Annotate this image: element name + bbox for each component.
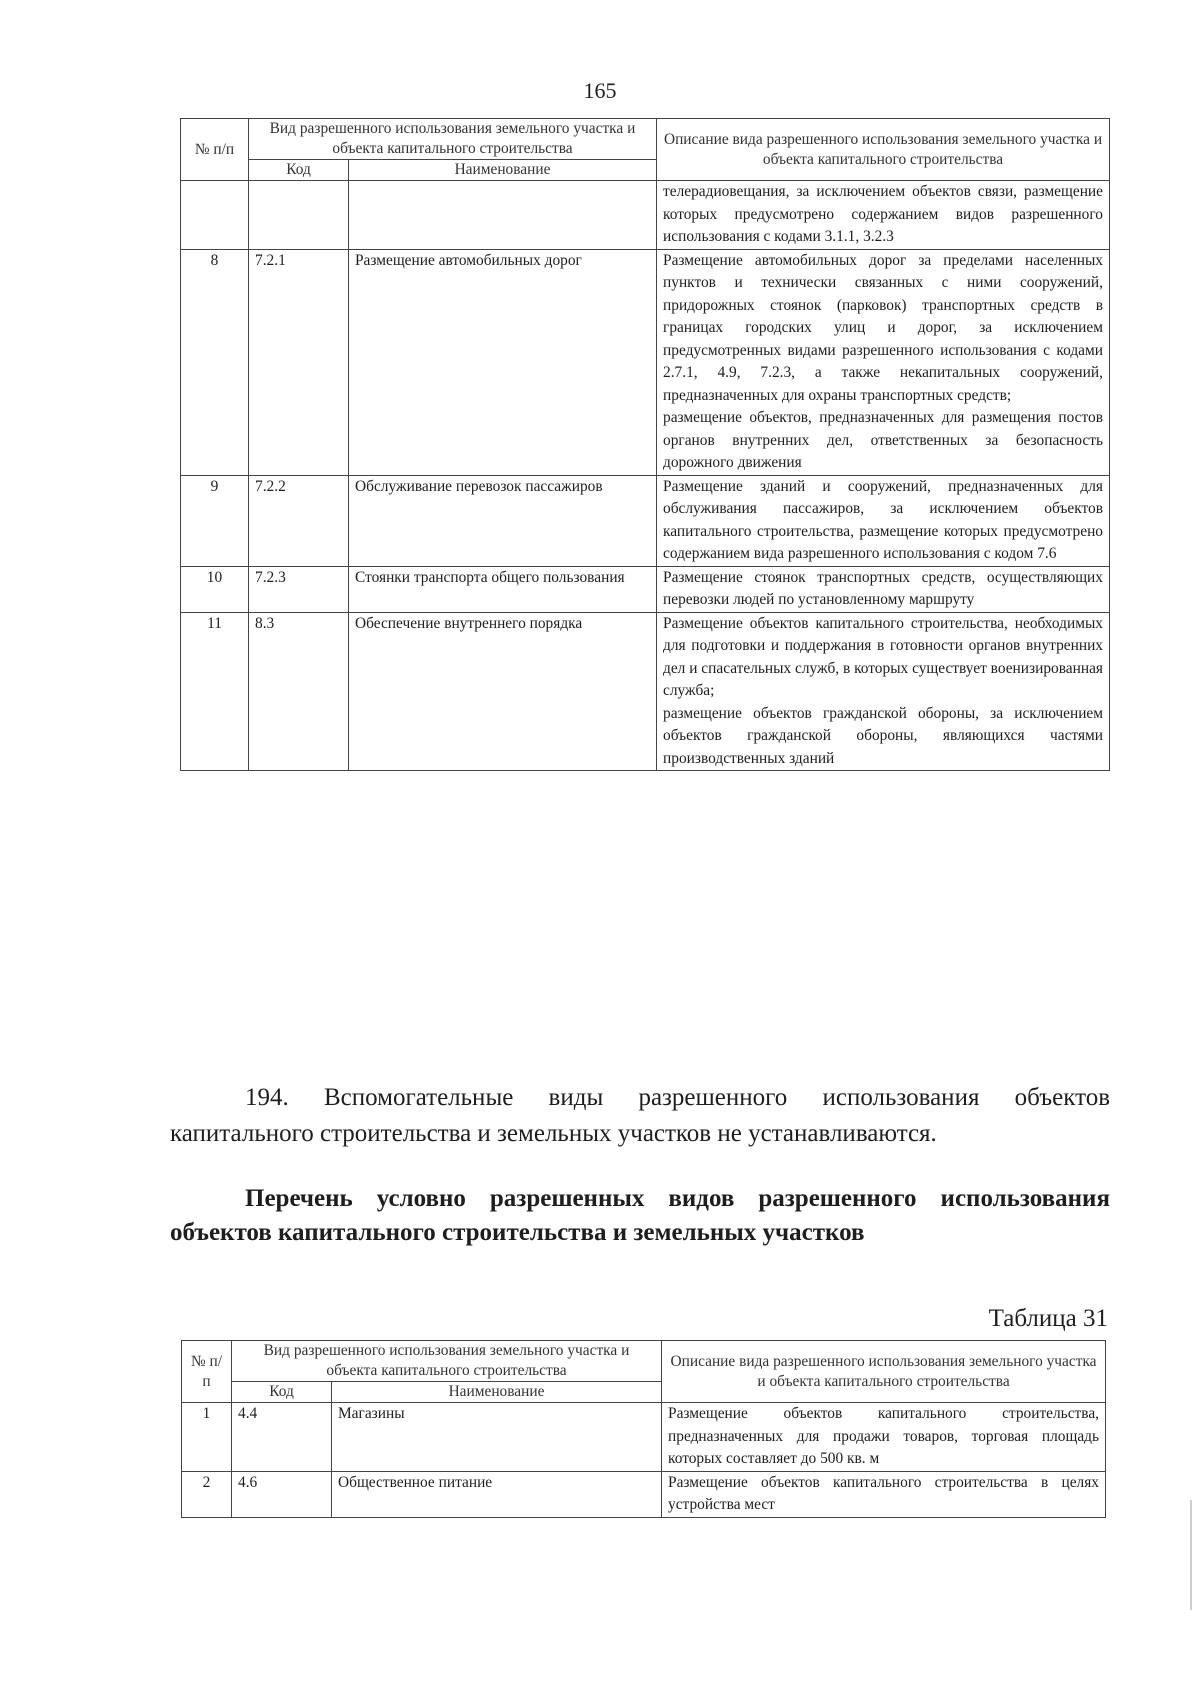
header-num: № п/п bbox=[182, 1341, 232, 1403]
header-name: Наименование bbox=[349, 160, 657, 181]
page-number: 165 bbox=[583, 78, 617, 103]
table-header-row bbox=[182, 1341, 1106, 1382]
row-desc: Размещение объектов капитального строительства, необходимых для подготовки и поддержания в готовности органов внутренних дел и спасательных служб, в которых существует военизированная служба; размещение объектов гражданской обороны, за исключением объектов гражданской обороны, являющихся частями производственных зданий bbox=[657, 612, 1110, 771]
table-row bbox=[182, 1471, 1106, 1517]
row-code bbox=[249, 181, 349, 250]
row-name: Обслуживание перевозок пассажиров bbox=[349, 475, 657, 566]
row-name: Общественное питание bbox=[332, 1471, 662, 1517]
land-use-table bbox=[180, 118, 1110, 771]
table-header-row bbox=[181, 119, 1110, 160]
conditional-use-table bbox=[181, 1340, 1106, 1518]
row-num: 1 bbox=[182, 1403, 232, 1472]
header-name: Наименование bbox=[332, 1382, 662, 1403]
header-code: Код bbox=[249, 160, 349, 181]
row-code: 7.2.3 bbox=[249, 566, 349, 612]
header-num: № п/п bbox=[181, 119, 249, 181]
row-code: 4.6 bbox=[232, 1471, 332, 1517]
header-vid: Вид разрешенного использования земельного участка и объекта капитального строительства bbox=[249, 119, 657, 160]
row-num: 2 bbox=[182, 1471, 232, 1517]
header-desc: Описание вида разрешенного использования земельного участка и объекта капитального строительства bbox=[657, 119, 1110, 181]
section-heading: Перечень условно разрешенных видов разрешенного использования объектов капитального строительства и земельных участков bbox=[170, 1185, 1110, 1246]
row-desc: Размещение объектов капитального строительства в целях устройства мест bbox=[662, 1471, 1106, 1517]
row-name: Обеспечение внутреннего порядка bbox=[349, 612, 657, 771]
row-name: Размещение автомобильных дорог bbox=[349, 249, 657, 475]
row-num: 8 bbox=[181, 249, 249, 475]
table-row bbox=[181, 181, 1110, 250]
row-desc: Размещение автомобильных дорог за пределами населенных пунктов и технически связанных с ними сооружений, придорожных стоянок (парковок) транспортных средств в границах городских улиц и дорог, за исключением предусмотренных видами разрешенного использования с кодами 2.7.1, 4.9, 7.2.3, а также некапитальных сооружений, предназначенных для охраны транспортных средств; размещение объектов, предназначенных для размещения постов органов внутренних дел, ответственных за безопасность дорожного движения bbox=[657, 249, 1110, 475]
row-num: 9 bbox=[181, 475, 249, 566]
table-row bbox=[181, 475, 1110, 566]
row-num bbox=[181, 181, 249, 250]
row-desc: Размещение зданий и сооружений, предназначенных для обслуживания пассажиров, за исключением объектов капитального строительства, размещение которых предусмотрено содержанием вида разрешенного использования с кодом 7.6 bbox=[657, 475, 1110, 566]
row-name: Стоянки транспорта общего пользования bbox=[349, 566, 657, 612]
row-code: 8.3 bbox=[249, 612, 349, 771]
row-desc: телерадиовещания, за исключением объектов связи, размещение которых предусмотрено содержанием видов разрешенного использования с кодами 3.1.1, 3.2.3 bbox=[657, 181, 1110, 250]
row-num: 10 bbox=[181, 566, 249, 612]
row-name: Магазины bbox=[332, 1403, 662, 1472]
row-code: 7.2.1 bbox=[249, 249, 349, 475]
paragraph-194: 194. Вспомогательные виды разрешенного использования объектов капитального строительства и земельных участков не устанавливаются. bbox=[170, 1084, 1110, 1147]
table-row bbox=[182, 1403, 1106, 1472]
table-caption: Таблица 31 bbox=[988, 1305, 1108, 1332]
row-name bbox=[349, 181, 657, 250]
table-row bbox=[181, 612, 1110, 771]
row-code: 4.4 bbox=[232, 1403, 332, 1472]
header-desc: Описание вида разрешенного использования земельного участка и объекта капитального строительства bbox=[662, 1341, 1106, 1403]
table-row bbox=[181, 249, 1110, 475]
table-row bbox=[181, 566, 1110, 612]
row-desc: Размещение объектов капитального строительства, предназначенных для продажи товаров, торговая площадь которых составляет до 500 кв. м bbox=[662, 1403, 1106, 1472]
header-vid: Вид разрешенного использования земельного участка и объекта капитального строительства bbox=[232, 1341, 662, 1382]
row-code: 7.2.2 bbox=[249, 475, 349, 566]
scan-edge-mark bbox=[1190, 1500, 1192, 1610]
row-desc: Размещение стоянок транспортных средств, осуществляющих перевозки людей по установленному маршруту bbox=[657, 566, 1110, 612]
header-code: Код bbox=[232, 1382, 332, 1403]
row-num: 11 bbox=[181, 612, 249, 771]
